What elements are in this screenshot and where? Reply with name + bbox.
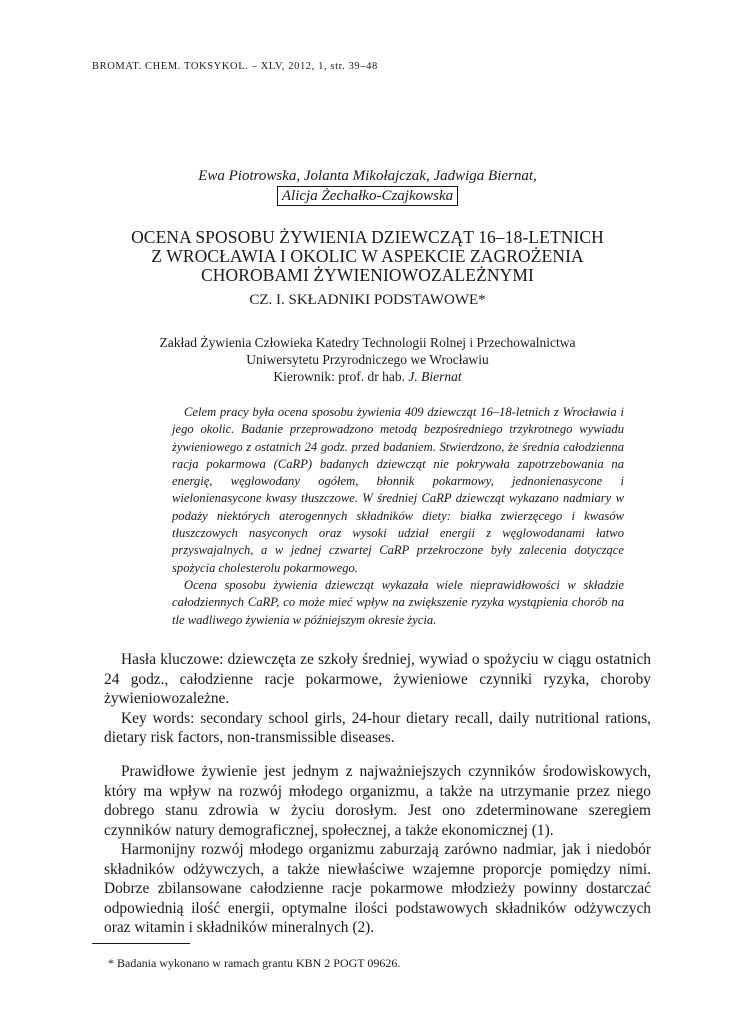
keywords-polish: Hasła kluczowe: dziewczęta ze szkoły średniej, wywiad o spożyciu w ciągu ostatnich 24 godz., całodzienne racje pokarmowe, żywieniowe czynniki ryzyka, choroby żywieniowozależne.: [104, 651, 651, 707]
affiliation: [0, 334, 735, 385]
body-paragraph: Harmonijny rozwój młodego organizmu zaburzają zarówno nadmiar, jak i niedobór składników odżywczych, a także niewłaściwe wzajemne proporcje pomiędzy nimi. Dobrze zbilansowane całodzienne racje pokarmowe młodzieży powinny dostarczać odpowiednią ilość energii, optymalne ilości podstawowych składników odżywczych oraz witamin i składników mineralnych (2).: [104, 841, 651, 936]
body-text: [104, 762, 651, 938]
affiliation-line: Zakład Żywienia Człowieka Katedry Technologii Rolnej i Przechowalnictwa: [159, 335, 576, 350]
head-name: J. Biernat: [408, 369, 462, 384]
footnote-rule: [92, 943, 190, 944]
body-paragraph: Prawidłowe żywienie jest jednym z najważniejszych czynników środowiskowych, który ma wpływ na rozwój młodego organizmu, a także na utrzymanie przez niego dobrego stanu zdrowia w życiu dorosłym. Jest ono zdeterminowane szeregiem czynników natury demograficznej, społecznej, a także ekonomicznej (1).: [104, 763, 651, 839]
title-line: Z WROCŁAWIA I OKOLIC W ASPEKCIE ZAGROŻENIA: [151, 246, 584, 266]
journal-header: BROMAT. CHEM. TOKSYKOL. – XLV, 2012, 1, str. 39–48: [92, 61, 378, 72]
department-head: [0, 368, 735, 385]
paper-title: [0, 228, 735, 285]
footnote: * Badania wykonano w ramach grantu KBN 2 POGT 09626.: [108, 956, 401, 970]
title-line: CHOROBAMI ŻYWIENIOWOZALEŻNYMI: [201, 265, 534, 285]
abstract: [172, 404, 624, 629]
abstract-paragraph: Ocena sposobu żywienia dziewcząt wykazała wiele nieprawidłowości w składzie całodziennych CaRP, co może mieć wpływ na zwiększenie ryzyka wystąpienia chorób na tle wadliwego żywienia w późniejszym okresie życia.: [172, 577, 624, 627]
affiliation-line: Uniwersytetu Przyrodniczego we Wrocławiu: [246, 352, 489, 367]
head-label: Kierownik: prof. dr hab.: [273, 369, 409, 384]
keywords-english: Key words: secondary school girls, 24-hour dietary recall, daily nutritional rations, dietary risk factors, non-transmissible diseases.: [104, 709, 651, 746]
abstract-paragraph: Celem pracy była ocena sposobu żywienia 409 dziewcząt 16–18-letnich z Wrocławia i jego okolic. Badanie przeprowadzono metodą bezpośredniego trzykrotnego wywiadu żywieniowego z ostatnich 24 godz. przed badaniem. Stwierdzono, że średnia całodzienna racja pokarmowa (CaRP) badanych dziewcząt nie pokrywała zapotrzebowania na energię, węglowodany ogółem, błonnik pokarmowy, jednonienasycone i wielonienasycone kwasy tłuszczowe. W średniej CaRP dziewcząt wykazano nadmiary w podaży niektórych aterogennych składników diety: białka zwierzęcego i kwasów tłuszczowych nasyconych oraz wysoki udział energii z węglowodanami łatwo przyswajalnych, a w jednej czwartej CaRP przekroczone były zalecenia dotyczące spożycia cholesterolu pokarmowego.: [172, 405, 624, 575]
authors: [0, 166, 735, 206]
keywords: [104, 650, 651, 748]
paper-subtitle: CZ. I. SKŁADNIKI PODSTAWOWE*: [249, 292, 486, 308]
authors-line: Ewa Piotrowska, Jolanta Mikołajczak, Jadwiga Biernat,: [198, 168, 537, 184]
title-line: OCENA SPOSOBU ŻYWIENIA DZIEWCZĄT 16–18-LETNICH: [131, 227, 604, 247]
boxed-author: Alicja Żechałko-Czajkowska: [277, 186, 458, 206]
